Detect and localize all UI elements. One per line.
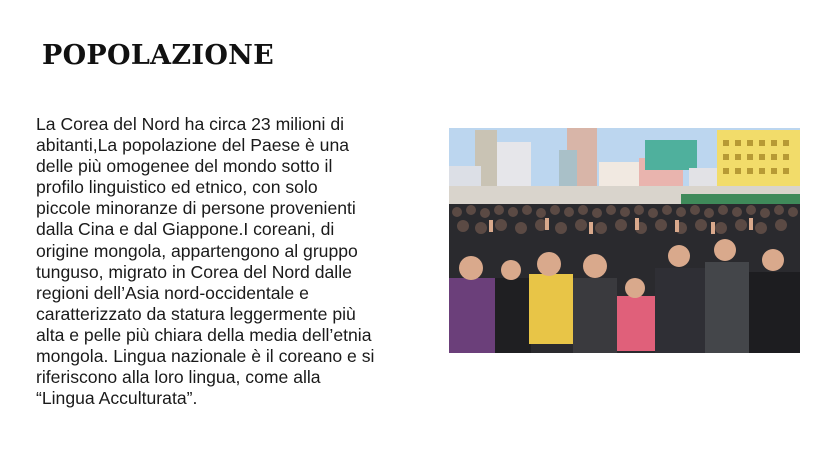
body-line: La Corea del Nord ha circa 23 milioni di bbox=[36, 114, 345, 134]
body-line: tunguso, migrato in Corea del Nord dalle bbox=[36, 261, 352, 282]
body-line: “Lingua Acculturata”. bbox=[36, 388, 198, 409]
slide-title: POPOLAZIONE bbox=[42, 40, 274, 71]
crowd-photo bbox=[449, 128, 800, 353]
body-line: delle più omogenee del mondo sotto il bbox=[36, 156, 333, 177]
body-line: dalla Cina e dal Giappone.I coreani, di bbox=[36, 219, 335, 240]
body-line: piccole minoranze di persone provenienti bbox=[36, 198, 356, 219]
crowd-photo-illustration bbox=[449, 128, 800, 353]
body-line: alta e pelle più chiara della media dell’etnia bbox=[36, 324, 372, 345]
body-paragraph bbox=[36, 114, 428, 409]
body-line: abitanti,La popolazione del Paese è una bbox=[36, 135, 350, 156]
body-line: caratterizzato da statura leggermente più bbox=[36, 303, 356, 324]
body-line: riferiscono alla loro lingua, come alla bbox=[36, 367, 321, 388]
body-line: regioni dell’Asia nord-occidentale e bbox=[36, 282, 309, 303]
body-line: profilo linguistico ed etnico, con solo bbox=[36, 177, 318, 198]
body-line: mongola. Lingua nazionale è il coreano e si bbox=[36, 346, 375, 367]
body-line: origine mongola, appartengono al gruppo bbox=[36, 240, 358, 261]
